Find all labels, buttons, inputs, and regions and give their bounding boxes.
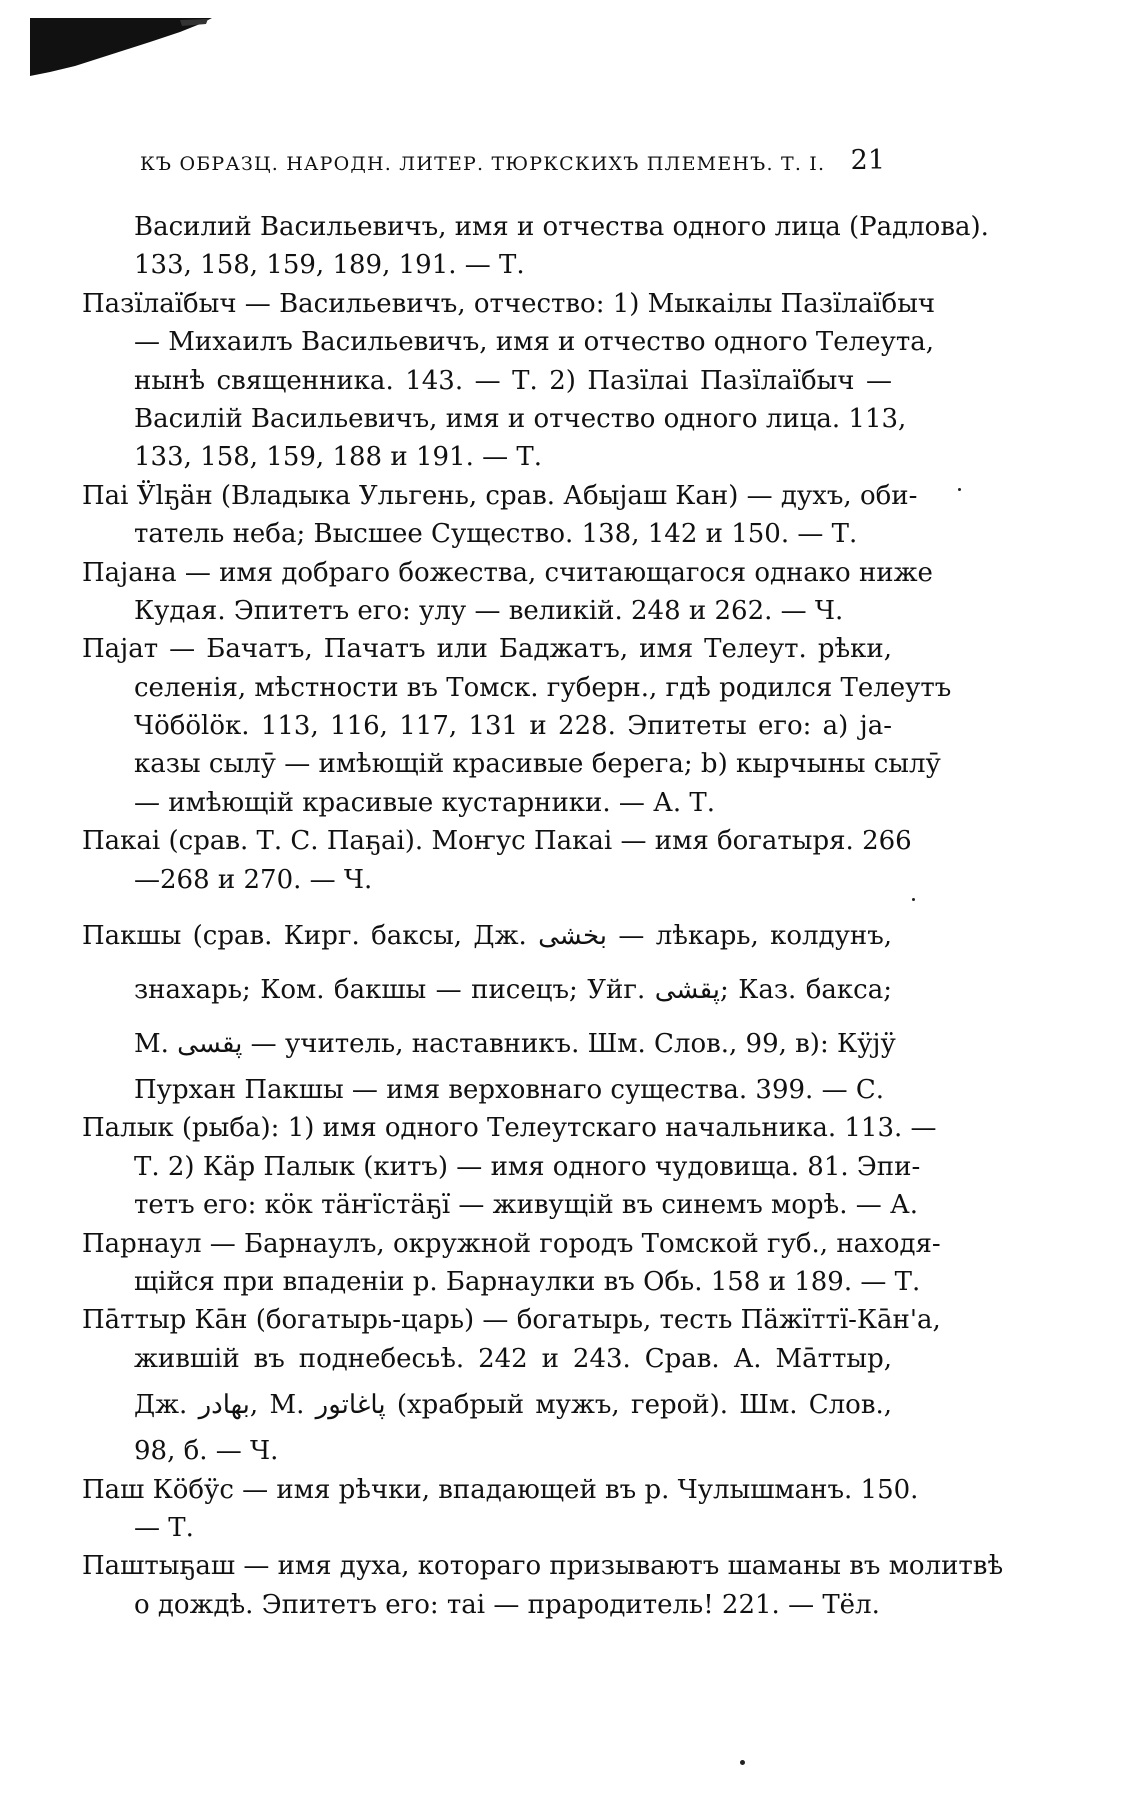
entry-pakshy — [82, 909, 896, 1109]
running-title: КЪ ОБРАЗЦ. НАРОДН. ЛИТЕР. ТЮРКСКИХЪ ПЛЕМЕНЪ. Т. I. — [140, 153, 826, 175]
entry-headword-line: Палык (рыба): 1) имя одного Телеутскаго начальника. 113. — — [82, 1113, 937, 1144]
entry-pazilaibych — [82, 285, 936, 477]
entry-headword-line: Паi Ӱlҕӓн (Владыка Ульгень, срав. Абыјаш Кан) — духъ, оби- — [82, 480, 918, 511]
entry-line: Пурхан Пакшы — имя верховнаго существа. 399. — С. — [134, 1075, 885, 1106]
dictionary-entries — [82, 208, 1004, 1624]
entry-pajana — [82, 554, 933, 631]
entry-line: — Т. — [134, 1512, 194, 1543]
entry-pattyr-kan — [82, 1301, 941, 1470]
entry-line: М. ﭘﻘﺴﻰ — учитель, наставникъ. Шм. Слов., 99, в): Кӱјӱ — [134, 1029, 896, 1060]
entry-line: — имѣющiй красивые кустарники. — А. Т. — [134, 787, 715, 818]
scan-speck — [958, 488, 961, 491]
scan-speck — [912, 898, 915, 901]
entry-pashtygash — [82, 1547, 1004, 1624]
entry-headword-line: Пāттыр Кāн (богатырь-царь) — богатырь, тесть Пӓжïттï-Кāн'а, — [82, 1305, 941, 1336]
entry-palyk — [82, 1109, 937, 1224]
entry-headword-line: Пајана — имя добраго божества, считающагося однако ниже — [82, 557, 933, 588]
entry-line: Чӧбӧlӧк. 113, 116, 117, 131 и 228. Эпитеты его: a) ја- — [134, 711, 892, 742]
entry-pajat — [82, 630, 952, 822]
entry-headword-line: Паш Кӧбӱс — имя рѣчки, впадающей въ р. Чулышманъ. 150. — [82, 1474, 919, 1505]
running-header — [140, 145, 885, 185]
entry-line: 133, 158, 159, 189, 191. — Т. — [134, 250, 525, 281]
entry-headword-line: Паштыҕаш — имя духа, котораго призываютъ шаманы въ молитвѣ — [82, 1551, 1004, 1582]
entry-headword-line: Парнаул — Барнаулъ, окружной городъ Томской губ., находя- — [82, 1228, 941, 1259]
page-number: 21 — [850, 145, 885, 176]
entry-line: Василiй Васильевичъ, имя и отчество одного лица. 113, — [134, 403, 907, 434]
entry-line: — Михаилъ Васильевичъ, имя и отчество одного Телеута, — [134, 327, 935, 358]
entry-line: 133, 158, 159, 188 и 191. — Т. — [134, 442, 542, 473]
entry-line: щiйся при впаденiи р. Барнаулки въ Обь. 158 и 189. — Т. — [134, 1266, 921, 1297]
entry-line: Василий Васильевичъ, имя и отчества одного лица (Радлова). — [134, 212, 989, 242]
entry-line: нынѣ священника. 143. — Т. 2) Пазïлаi Пазïлаïбыч — — [134, 365, 892, 396]
entry-line: казы сылӯ — имѣющiй красивые берега; b) кырчыны сылӯ — [134, 749, 941, 780]
entry-headword-line: Пајат — Бачатъ, Пачатъ или Баджатъ, имя Телеут. рѣки, — [82, 634, 892, 665]
entry-parnaul — [82, 1225, 941, 1302]
ink-blot-mark — [30, 18, 215, 80]
entry-pai-ulgen — [82, 477, 918, 554]
entry-line: жившiй въ поднебесьѣ. 242 и 243. Срав. А. Мāттыр, — [134, 1343, 892, 1374]
entry-line: Дж. بهادر, М. ﭘﺎﻏﺎﺗﻮﺭ (храбрый мужъ, герой). Шм. Слов., — [134, 1390, 892, 1421]
entry-pash-kobus — [82, 1471, 919, 1548]
entry-line: знахарь; Ком. бакшы — писецъ; Уйг. ﭘﻘﺸﻰ; Каз. бакса; — [134, 975, 892, 1006]
entry-line: Т. 2) Кӓр Палык (китъ) — имя одного чудовища. 81. Эпи- — [134, 1151, 921, 1182]
entry-line: селенiя, мѣстности въ Томск. губерн., гдѣ родился Телеутъ — [134, 672, 952, 703]
entry-headword-line: Пакшы (срав. Кирг. баксы, Дж. بخشى — лѣкарь, колдунъ, — [82, 921, 892, 952]
entry-line: —268 и 270. — Ч. — [134, 864, 373, 895]
entry-pakai — [82, 822, 912, 899]
entry-line: тетъ его: кӧк тӓҥïстӓҕï — живущiй въ синемъ морѣ. — А. — [134, 1190, 918, 1221]
entry-vasiliy — [82, 208, 989, 285]
entry-headword-line: Пакаi (срав. Т. С. Паҕаi). Моҥус Пакаi — имя богатыря. 266 — [82, 826, 912, 857]
entry-line: о дождѣ. Эпитетъ его: таi — прародитель! 221. — Тёл. — [134, 1589, 880, 1620]
entry-headword-line: Пазïлаïбыч — Васильевичъ, отчество: 1) Мыкаiлы Пазïлаïбыч — [82, 288, 936, 319]
entry-line: 98, б. — Ч. — [134, 1436, 279, 1467]
scan-speck — [740, 1760, 745, 1765]
entry-line: Кудая. Эпитетъ его: улу — великiй. 248 и 262. — Ч. — [134, 595, 844, 626]
entry-line: татель неба; Высшее Существо. 138, 142 и 150. — Т. — [134, 519, 858, 550]
